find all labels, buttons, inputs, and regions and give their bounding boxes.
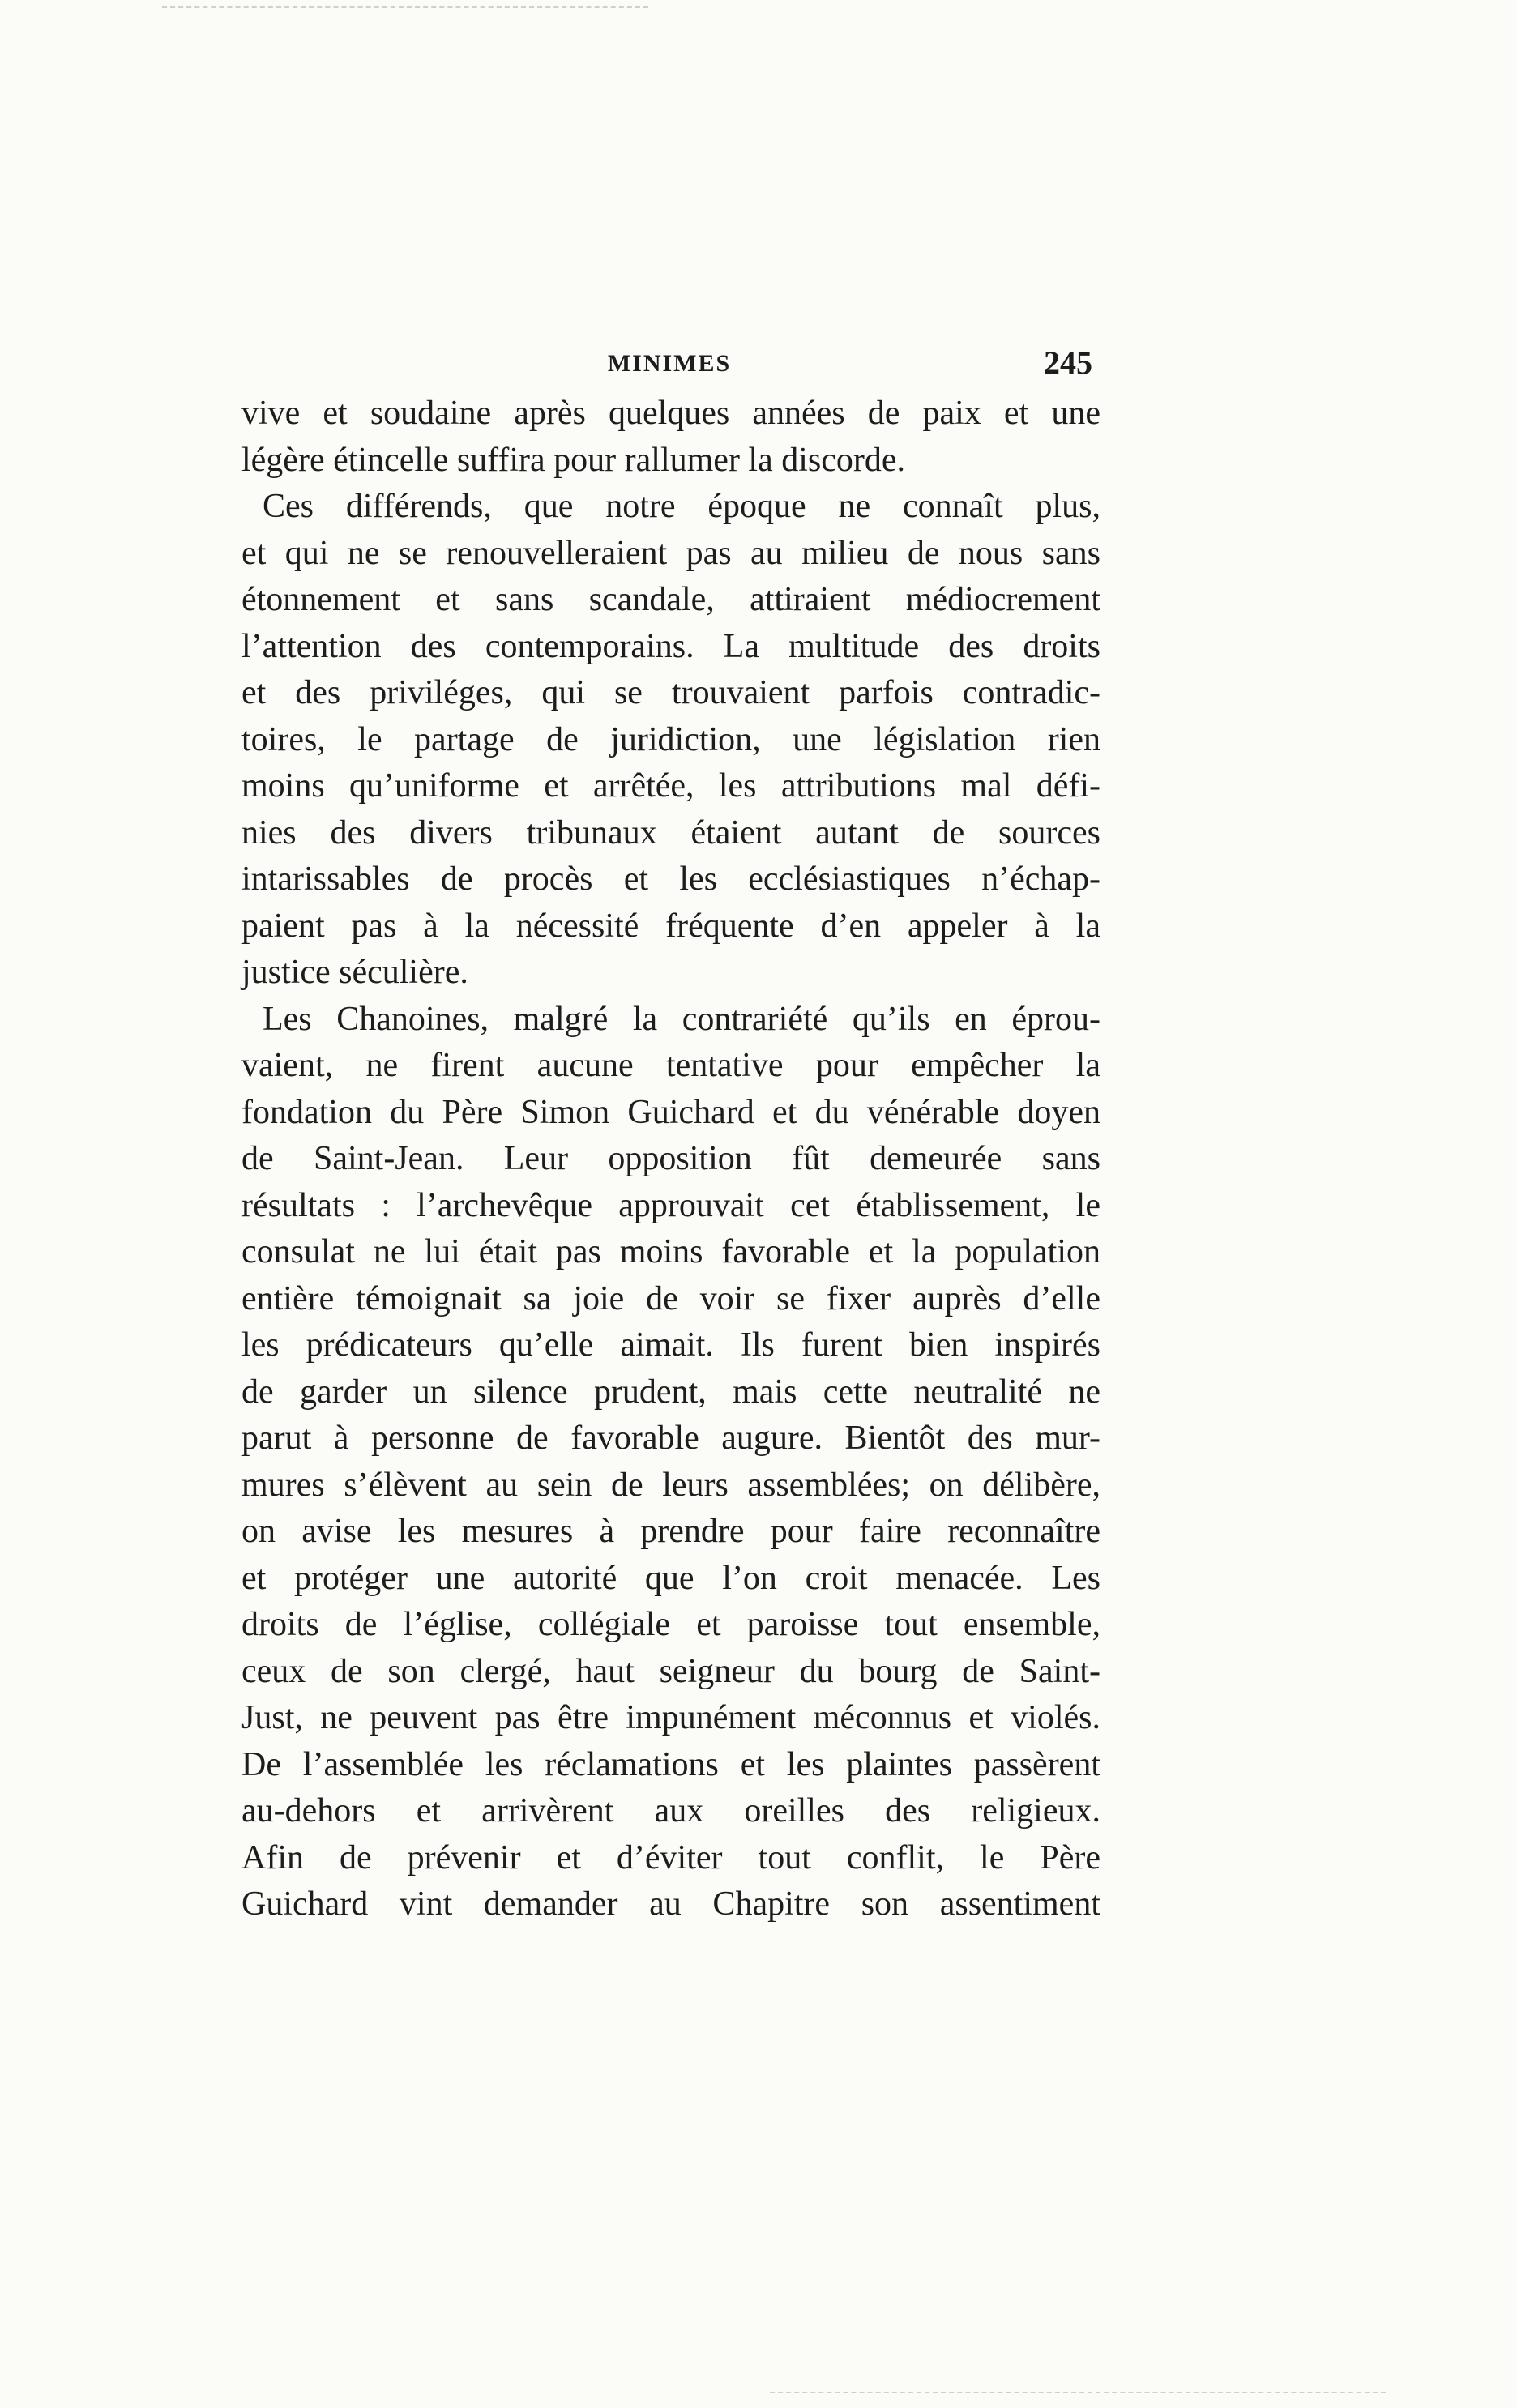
text-line: Just, ne peuvent pas être impunément méconnus et violés.	[241, 1699, 1100, 1736]
text-line: de Saint-Jean. Leur opposition fût demeurée sans	[241, 1140, 1100, 1177]
text-line: fondation du Père Simon Guichard et du vénérable doyen	[241, 1093, 1100, 1131]
text-line: De l’assemblée les réclamations et les plaintes passèrent	[241, 1745, 1100, 1783]
page-header	[240, 344, 1099, 389]
text-line: et protéger une autorité que l’on croit menacée. Les	[241, 1559, 1100, 1597]
text-line: nies des divers tribunaux étaient autant de sources	[241, 813, 1100, 852]
text-line: les prédicateurs qu’elle aimait. Ils furent bien inspirés	[241, 1326, 1100, 1364]
text-line: droits de l’église, collégiale et paroisse tout ensemble,	[241, 1606, 1100, 1643]
text-line: de garder un silence prudent, mais cette neutralité ne	[241, 1373, 1100, 1411]
running-title: MINIMES	[607, 350, 732, 377]
text-line: moins qu’uniforme et arrêtée, les attributions mal défi-	[241, 767, 1100, 805]
text-line: et qui ne se renouvelleraient pas au milieu de nous sans	[241, 534, 1100, 572]
text-line: justice séculière.	[241, 954, 468, 991]
text-line: mures s’élèvent au sein de leurs assemblées; on délibère,	[241, 1466, 1100, 1504]
top-edge-mark	[162, 6, 648, 8]
text-line: l’attention des contemporains. La multitude des droits	[241, 627, 1100, 665]
text-line: intarissables de procès et les ecclésiastiques n’échap-	[241, 860, 1100, 898]
text-line: Guichard vint demander au Chapitre son assentiment	[241, 1885, 1100, 1923]
text-line: résultats : l’archevêque approuvait cet établissement, le	[241, 1186, 1100, 1224]
bottom-edge-mark	[770, 2392, 1386, 2393]
paragraph-start-line: Ces différends, que notre époque ne connaît plus,	[263, 488, 1100, 525]
text-line: parut à personne de favorable augure. Bientôt des mur-	[241, 1420, 1100, 1457]
text-line: vive et soudaine après quelques années de paix et une	[241, 395, 1100, 432]
paragraph-start-line: Les Chanoines, malgré la contrariété qu’ils en éprou-	[263, 1000, 1100, 1038]
body-text	[241, 391, 1100, 1928]
text-line: et des priviléges, qui se trouvaient parfois contradic-	[241, 674, 1100, 711]
text-line: Afin de prévenir et d’éviter tout conflit, le Père	[241, 1838, 1100, 1876]
page-number: 245	[1044, 344, 1092, 381]
text-line: au-dehors et arrivèrent aux oreilles des religieux.	[241, 1792, 1100, 1829]
text-line: paient pas à la nécessité fréquente d’en appeler à la	[241, 907, 1100, 945]
text-line: entière témoignait sa joie de voir se fixer auprès d’elle	[241, 1279, 1100, 1317]
text-line: vaient, ne firent aucune tentative pour empêcher la	[241, 1047, 1100, 1084]
text-line: toires, le partage de juridiction, une législation rien	[241, 720, 1100, 758]
text-line: consulat ne lui était pas moins favorable et la population	[241, 1233, 1100, 1270]
text-line: légère étincelle suffira pour rallumer la discorde.	[241, 441, 906, 479]
text-line: on avise les mesures à prendre pour faire reconnaître	[241, 1513, 1100, 1550]
text-line: étonnement et sans scandale, attiraient médiocrement	[241, 581, 1100, 618]
text-line: ceux de son clergé, haut seigneur du bourg de Saint-	[241, 1652, 1100, 1690]
